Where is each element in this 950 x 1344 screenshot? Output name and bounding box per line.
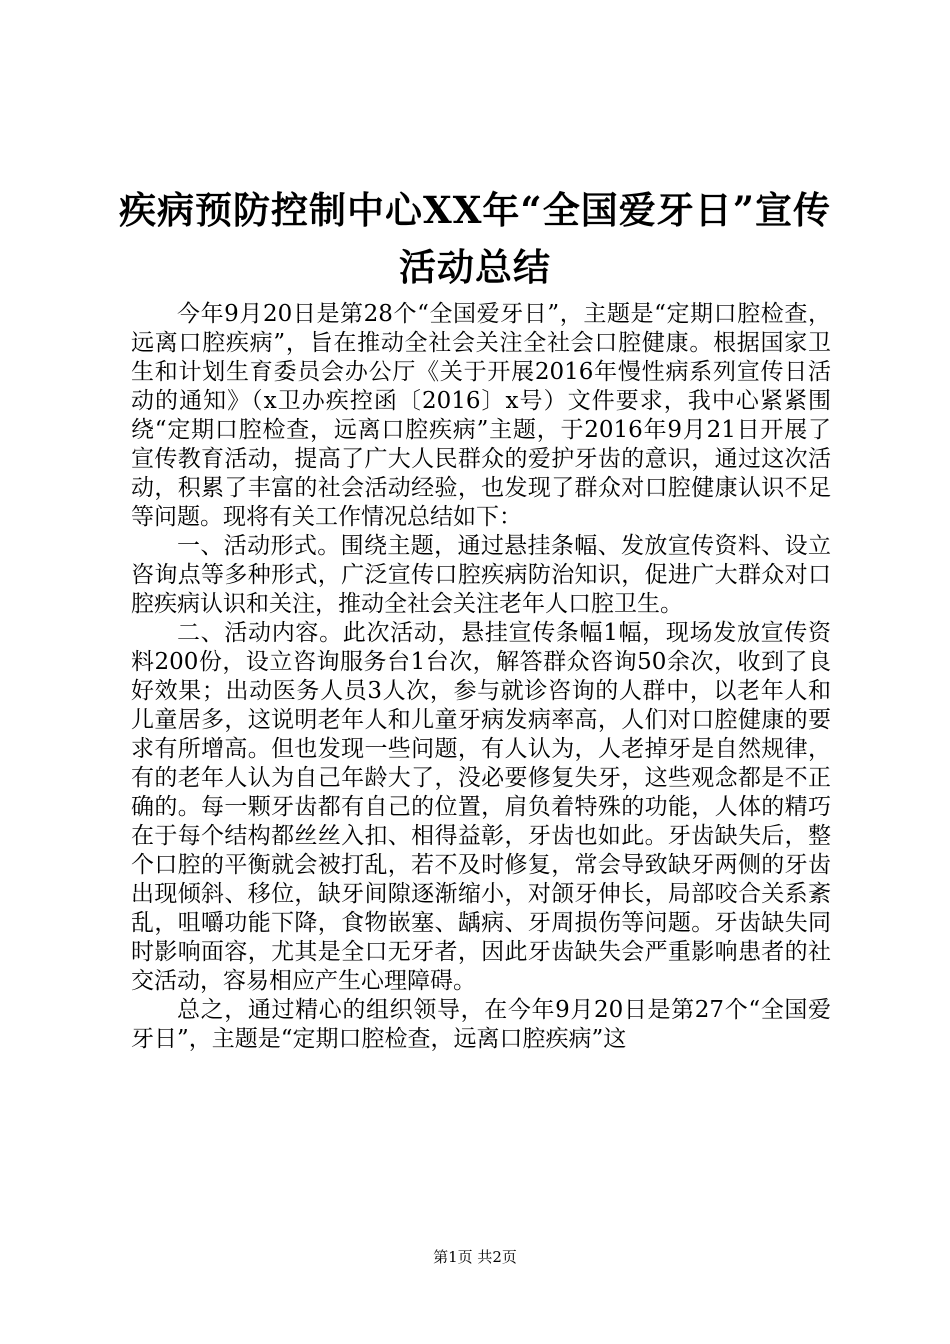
paragraph-activity-content: 二、活动内容。此次活动，悬挂宣传条幅1幅，现场发放宣传资料200份，设立咨询服务台1台次，解答群众咨询50余次，收到了良好效果；出动医务人员3人次，参与就诊咨询的人群中，以老年人和儿童居多，这说明老年人和儿童牙病发病率高，人们对口腔健康的要求有所增高。但也发现一些问题，有人认为，人老掉牙是自然规律，有的老年人认为自己年龄大了，没必要修复失牙，这些观念都是不正确的。每一颗牙齿都有自己的位置，肩负着特殊的功能，人体的精巧在于每个结构都丝丝入扣、相得益彰，牙齿也如此。牙齿缺失后，整个口腔的平衡就会被打乱，若不及时修复，常会导致缺牙两侧的牙齿出现倾斜、移位，缺牙间隙逐渐缩小，对颌牙伸长，局部咬合关系紊乱，咀嚼功能下降，食物嵌塞、龋病、牙周损伤等问题。牙齿缺失同时影响面容，尤其是全口无牙者，因此牙齿缺失会严重影响患者的社交活动，容易相应产生心理障碍。 (131, 620, 831, 994)
document-body (131, 300, 831, 1054)
document-title-line-1: 疾病预防控制中心XX年“全国爱牙日”宣传 (119, 188, 831, 232)
paragraph-intro: 今年9月20日是第28个“全国爱牙日”，主题是“定期口腔检查，远离口腔疾病”，旨在推动全社会关注全社会口腔健康。根据国家卫生和计划生育委员会办公厅《关于开展2016年慢性病系列宣传日活动的通知》（x卫办疾控函〔2016〕x号）文件要求，我中心紧紧围绕“定期口腔检查，远离口腔疾病”主题，于2016年9月21日开展了宣传教育活动，提高了广大人民群众的爱护牙齿的意识，通过这次活动，积累了丰富的社会活动经验，也发现了群众对口腔健康认识不足等问题。现将有关工作情况总结如下： (131, 301, 831, 530)
paragraph-activity-form: 一、活动形式。围绕主题，通过悬挂条幅、发放宣传资料、设立咨询点等多种形式，广泛宣传口腔疾病防治知识，促进广大群众对口腔疾病认识和关注，推动全社会关注老年人口腔卫生。 (131, 533, 831, 617)
page-footer: 第1页 共2页 (433, 1248, 517, 1266)
paragraph-conclusion: 总之，通过精心的组织领导，在今年9月20日是第27个“全国爱牙日”，主题是“定期口腔检查，远离口腔疾病”这 (131, 997, 831, 1052)
document-title-line-2: 活动总结 (399, 245, 551, 289)
